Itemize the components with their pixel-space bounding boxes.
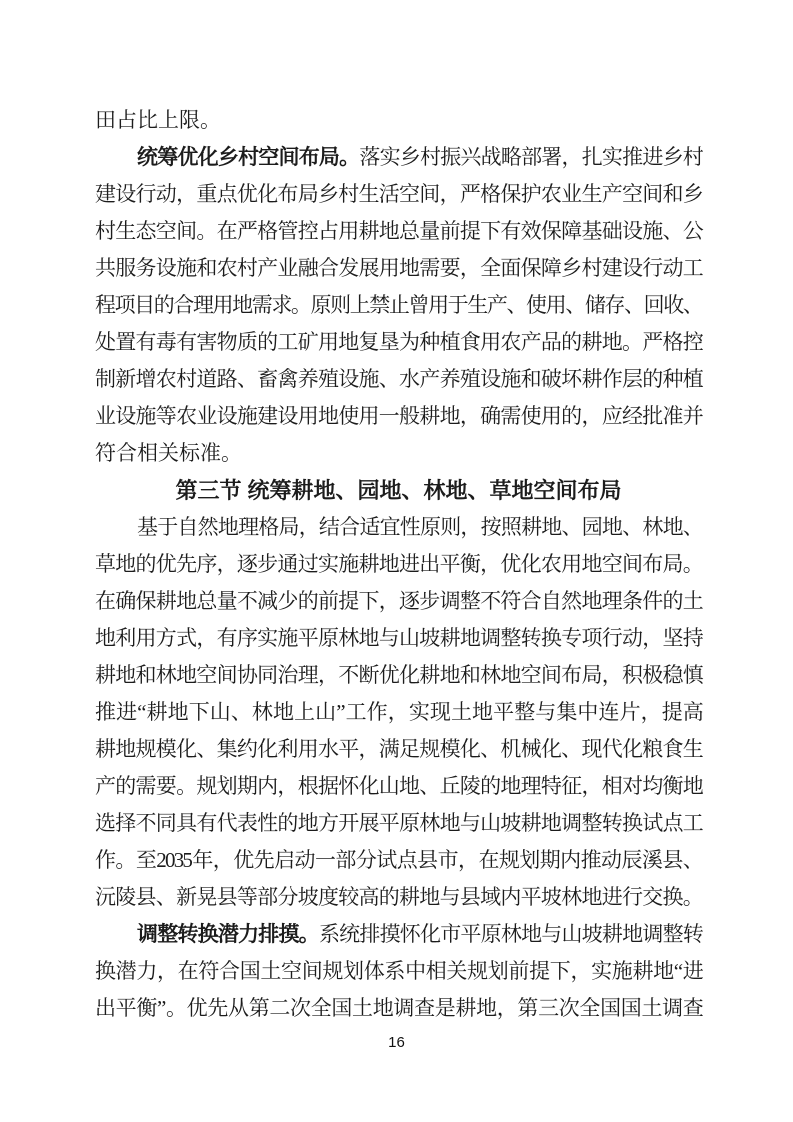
text-line [95, 657, 702, 694]
text-line [95, 879, 702, 916]
text-run: 基于自然地理格局，结合适宜性原则，按照耕地、园地、林地、 [137, 515, 702, 539]
text-run: 处置有毒有害物质的工矿用地复垦为种植食用农产品的耕地。严格控 [95, 330, 702, 354]
text-line [95, 990, 702, 1027]
text-run: 耕地规模化、集约化利用水平，满足规模化、机械化、现代化粮食生 [95, 737, 702, 761]
text-run: 地利用方式，有序实施平原林地与山坡耕地调整转换专项行动，坚持 [95, 626, 702, 650]
section-heading [95, 472, 702, 509]
text-run: 系统排摸怀化市平原林地与山坡耕地调整转 [318, 922, 702, 946]
paragraph-lead: 统筹优化乡村空间布局。 [137, 146, 360, 169]
text-run: 出平衡”。优先从第二次全国土地调查是耕地，第三次全国国土调查 [95, 996, 702, 1020]
text-run: 制新增农村道路、畜禽养殖设施、水产养殖设施和破坏耕作层的种植 [95, 367, 702, 391]
text-line [95, 842, 702, 879]
text-run: 耕地和林地空间协同治理，不断优化耕地和林地空间布局，积极稳慎 [95, 663, 702, 687]
text-run: 第三节 统筹耕地、园地、林地、草地空间布局 [175, 478, 622, 503]
text-line [95, 176, 702, 213]
text-line [95, 694, 702, 731]
text-run: 落实乡村振兴战略部署，扎实推进乡村 [359, 145, 702, 169]
text-run: 在确保耕地总量不减少的前提下，逐步调整不符合自然地理条件的土 [95, 589, 702, 613]
text-line [95, 731, 702, 768]
text-line [95, 287, 702, 324]
document-body [95, 102, 702, 1027]
text-run: 推进“耕地下山、林地上山”工作，实现土地平整与集中连片，提高 [95, 700, 702, 724]
text-run: 业设施等农业设施建设用地使用一般耕地，确需使用的，应经批准并 [95, 404, 702, 428]
text-run: 选择不同具有代表性的地方开展平原林地与山坡耕地调整转换试点工 [95, 811, 702, 835]
text-line [95, 324, 702, 361]
paragraph-lead: 调整转换潜力排摸。 [137, 923, 319, 946]
text-run: 共服务设施和农村产业融合发展用地需要，全面保障乡村建设行动工 [95, 256, 702, 280]
text-line [95, 916, 702, 953]
text-line [95, 361, 702, 398]
text-line [95, 953, 702, 990]
text-run: 田占比上限。 [95, 108, 221, 132]
text-run: 沅陵县、新晃县等部分坡度较高的耕地与县域内平坡林地进行交换。 [95, 885, 702, 909]
text-line [95, 583, 702, 620]
text-line [95, 805, 702, 842]
text-line [95, 102, 702, 139]
text-run: 作。至2035年，优先启动一部分试点县市，在规划期内推动辰溪县、 [95, 848, 702, 872]
text-line [95, 768, 702, 805]
text-run: 程项目的合理用地需求。原则上禁止曾用于生产、使用、储存、回收、 [95, 293, 702, 317]
text-run: 符合相关标准。 [95, 441, 242, 465]
text-line [95, 546, 702, 583]
text-run: 村生态空间。在严格管控占用耕地总量前提下有效保障基础设施、公 [95, 219, 702, 243]
text-run: 产的需要。规划期内，根据怀化山地、丘陵的地理特征，相对均衡地 [95, 774, 702, 798]
text-line [95, 139, 702, 176]
text-line [95, 213, 702, 250]
text-line [95, 250, 702, 287]
text-line [95, 620, 702, 657]
text-run: 草地的优先序，逐步通过实施耕地进出平衡，优化农用地空间布局。 [95, 552, 702, 576]
text-line [95, 398, 702, 435]
text-run: 建设行动，重点优化布局乡村生活空间，严格保护农业生产空间和乡 [95, 182, 702, 206]
text-line [95, 435, 702, 472]
text-line [95, 509, 702, 546]
page-number: 16 [388, 1034, 405, 1051]
text-run: 换潜力，在符合国土空间规划体系中相关规划前提下，实施耕地“进 [95, 959, 702, 983]
